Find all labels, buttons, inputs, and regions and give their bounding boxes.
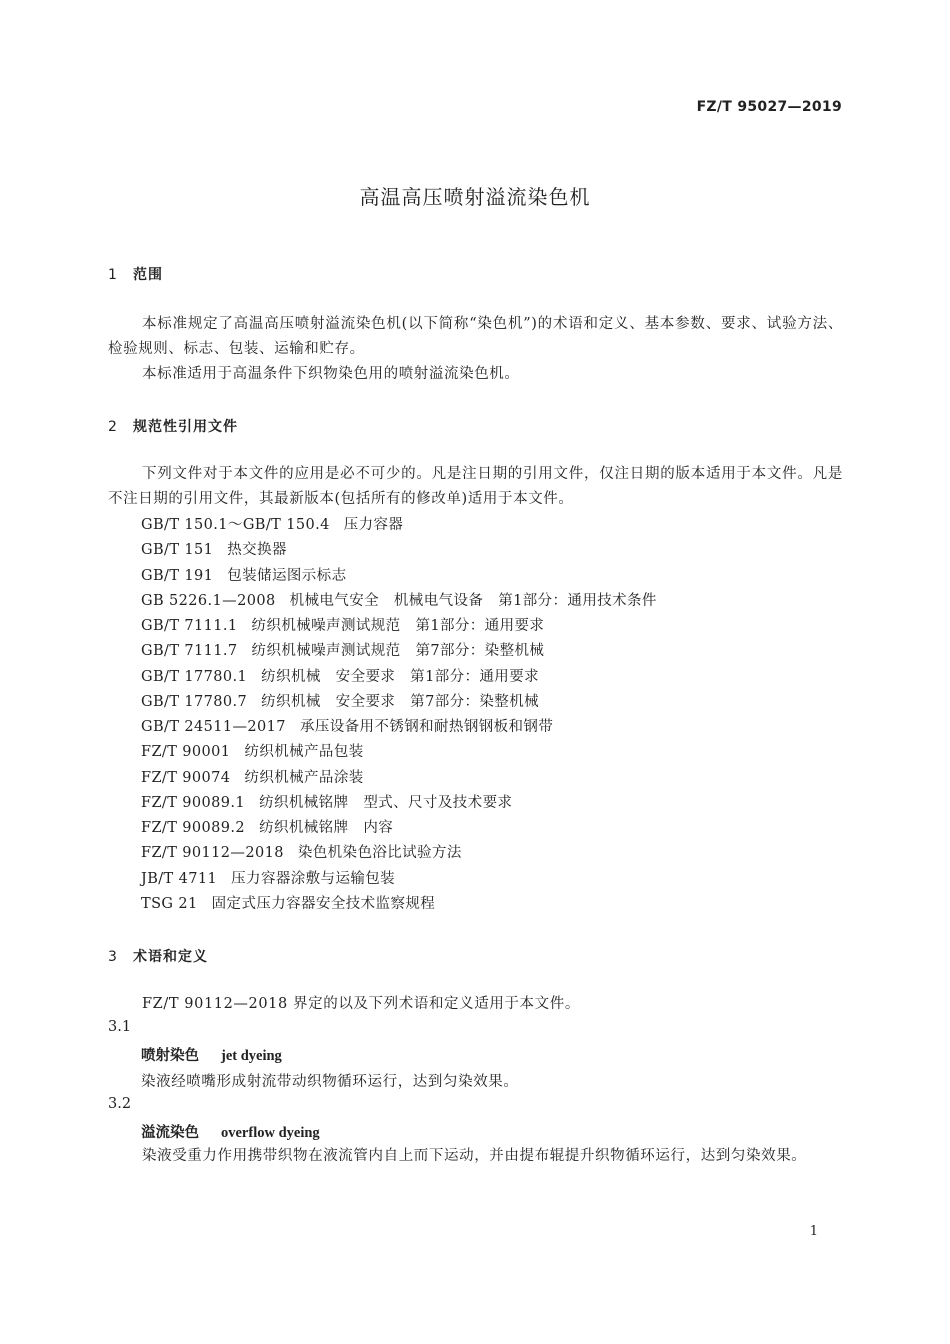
reference-item <box>141 589 657 614</box>
reference-code: JB/T 4711 <box>141 870 218 887</box>
term-heading <box>141 1121 320 1142</box>
reference-title: 纺织机械 安全要求 第7部分：染整机械 <box>261 693 539 710</box>
reference-item <box>141 841 657 866</box>
standard-code: FZ/T 95027—2019 <box>696 99 842 115</box>
term-en: overflow dyeing <box>221 1125 320 1141</box>
reference-code: GB/T 17780.7 <box>141 693 248 710</box>
reference-item <box>141 614 657 639</box>
section-title: 术语和定义 <box>133 949 208 965</box>
term-number: 3.1 <box>108 1019 132 1035</box>
reference-title: 机械电气安全 机械电气设备 第1部分：通用技术条件 <box>289 592 657 609</box>
term-zh: 喷射染色 <box>141 1047 199 1064</box>
reference-title: 纺织机械铭牌 内容 <box>259 820 394 836</box>
term-definition: 染液受重力作用携带织物在液流管内自上而下运动，并由提布辊提升织物循环运行，达到匀染效果。 <box>142 1148 807 1164</box>
reference-title: 纺织机械产品包装 <box>244 744 364 761</box>
reference-item <box>141 513 657 538</box>
reference-title: 压力容器涂敷与运输包装 <box>231 870 396 887</box>
term-definition: 染液经喷嘴形成射流带动织物循环运行，达到匀染效果。 <box>141 1074 519 1090</box>
section-number: 1 <box>108 267 117 283</box>
reference-item <box>141 538 657 563</box>
reference-title: 承压设备用不锈钢和耐热钢钢板和钢带 <box>299 719 554 735</box>
reference-item <box>141 816 657 841</box>
reference-title: 纺织机械产品涂装 <box>244 769 364 786</box>
reference-title: 染色机染色浴比试验方法 <box>297 845 462 862</box>
term-en: jet dyeing <box>221 1048 282 1064</box>
references-intro-paragraph: 下列文件对于本文件的应用是必不可少的。凡是注日期的引用文件，仅注日期的版本适用于本文件。凡是不注日期的引用文件，其最新版本(包括所有的修改单)适用于本文件。 <box>108 466 843 507</box>
scope-paragraph-1: 本标准规定了高温高压喷射溢流染色机(以下简称“染色机”)的术语和定义、基本参数、要求、试验方法、检验规则、标志、包装、运输和贮存。 <box>108 316 843 357</box>
section-3-heading <box>108 946 208 966</box>
term-number: 3.2 <box>108 1096 132 1112</box>
reference-item <box>141 791 657 816</box>
section-number: 3 <box>108 949 117 965</box>
reference-code: GB/T 191 <box>141 567 214 584</box>
reference-title: 纺织机械铭牌 型式、尺寸及技术要求 <box>259 794 513 811</box>
reference-title: 固定式压力容器安全技术监察规程 <box>211 895 436 912</box>
reference-code: FZ/T 90089.2 <box>141 820 246 836</box>
reference-code: GB/T 7111.1 <box>141 618 238 634</box>
terms-intro-paragraph: FZ/T 90112—2018 界定的以及下列术语和定义适用于本文件。 <box>142 996 580 1012</box>
reference-code: TSG 21 <box>141 895 198 912</box>
reference-title: 包装储运图示标志 <box>227 567 347 584</box>
section-2-heading <box>108 416 238 436</box>
reference-title: 压力容器 <box>343 517 404 533</box>
reference-code: GB/T 7111.7 <box>141 643 238 660</box>
reference-code: FZ/T 90001 <box>141 744 231 761</box>
scope-paragraph-2: 本标准适用于高温条件下织物染色用的喷射溢流染色机。 <box>142 366 520 382</box>
reference-code: FZ/T 90112—2018 <box>141 845 284 862</box>
reference-code: GB/T 150.1～GB/T 150.4 <box>141 517 330 533</box>
section-number: 2 <box>108 419 117 435</box>
document-title: 高温高压喷射溢流染色机 <box>359 185 591 209</box>
section-title: 规范性引用文件 <box>133 419 238 435</box>
reference-item <box>141 892 657 917</box>
reference-item <box>141 690 657 715</box>
reference-item <box>141 564 657 589</box>
section-1-heading <box>108 264 163 284</box>
reference-item <box>141 665 657 690</box>
reference-title: 热交换器 <box>227 542 287 559</box>
term-zh: 溢流染色 <box>141 1124 199 1141</box>
reference-item <box>141 639 657 664</box>
page-number: 1 <box>809 1224 818 1239</box>
normative-references-list <box>141 513 657 917</box>
term-heading <box>141 1044 282 1065</box>
reference-title: 纺织机械噪声测试规范 第7部分：染整机械 <box>251 643 545 660</box>
reference-code: GB/T 17780.1 <box>141 668 248 685</box>
reference-code: FZ/T 90089.1 <box>141 794 246 811</box>
reference-item <box>141 867 657 892</box>
reference-code: FZ/T 90074 <box>141 769 231 786</box>
reference-code: GB/T 151 <box>141 542 214 559</box>
reference-title: 纺织机械噪声测试规范 第1部分：通用要求 <box>251 618 545 634</box>
reference-item <box>141 766 657 791</box>
reference-title: 纺织机械 安全要求 第1部分：通用要求 <box>261 668 539 685</box>
reference-item <box>141 715 657 740</box>
reference-code: GB/T 24511—2017 <box>141 719 286 735</box>
reference-item <box>141 740 657 765</box>
section-title: 范围 <box>133 267 163 283</box>
reference-code: GB 5226.1—2008 <box>141 592 276 609</box>
